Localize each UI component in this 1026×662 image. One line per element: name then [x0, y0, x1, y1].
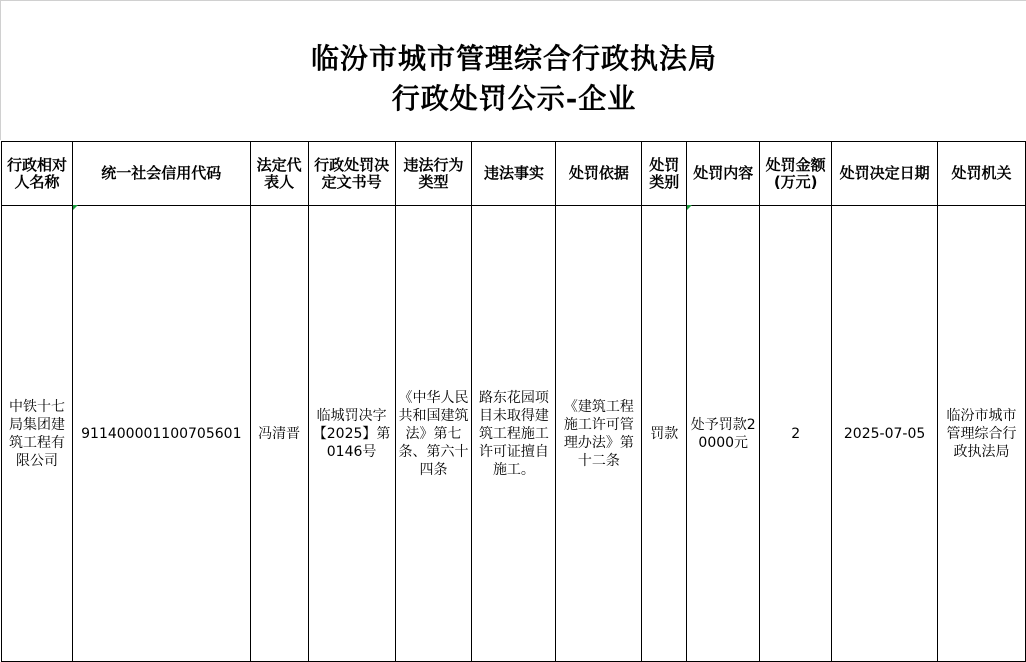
cell-category: 罚款: [642, 206, 687, 662]
comment-marker-icon: [73, 205, 78, 210]
header-credit-code: 统一社会信用代码: [72, 142, 250, 206]
header-authority: 处罚机关: [938, 142, 1026, 206]
header-amount: 处罚金额(万元): [760, 142, 832, 206]
title-area: [0, 0, 1026, 140]
header-category: 处罚类别: [642, 142, 687, 206]
cell-facts: 路东花园项目未取得建筑工程施工许可证擅自施工。: [472, 206, 556, 662]
penalty-table: [1, 141, 1026, 662]
header-content: 处罚内容: [687, 142, 760, 206]
header-row: [2, 142, 1026, 206]
header-doc-no: 行政处罚决定文书号: [308, 142, 395, 206]
header-legal-rep: 法定代表人: [250, 142, 308, 206]
cell-amount: 2: [760, 206, 832, 662]
cell-credit-code: 911400001100705601: [72, 206, 250, 662]
cell-content: 处予罚款20000元: [687, 206, 760, 662]
page-title: 临汾市城市管理综合行政执法局: [310, 42, 717, 75]
table-row: [2, 206, 1026, 662]
cell-doc-no: 临城罚决字【2025】第0146号: [308, 206, 395, 662]
header-date: 处罚决定日期: [832, 142, 938, 206]
cell-authority: 临汾市城市管理综合行政执法局: [938, 206, 1026, 662]
cell-basis: 《建筑工程施工许可管理办法》第十二条: [556, 206, 642, 662]
header-violation-type: 违法行为类型: [395, 142, 472, 206]
header-name: 行政相对人名称: [2, 142, 73, 206]
cell-name: 中铁十七局集团建筑工程有限公司: [2, 206, 73, 662]
header-facts: 违法事实: [472, 142, 556, 206]
cell-date: 2025-07-05: [832, 206, 938, 662]
comment-marker-icon: [687, 205, 692, 210]
header-basis: 处罚依据: [556, 142, 642, 206]
cell-legal-rep: 冯清晋: [250, 206, 308, 662]
page-subtitle: 行政处罚公示-企业: [391, 82, 637, 115]
cell-violation-type: 《中华人民共和国建筑法》第七条、第六十四条: [395, 206, 472, 662]
